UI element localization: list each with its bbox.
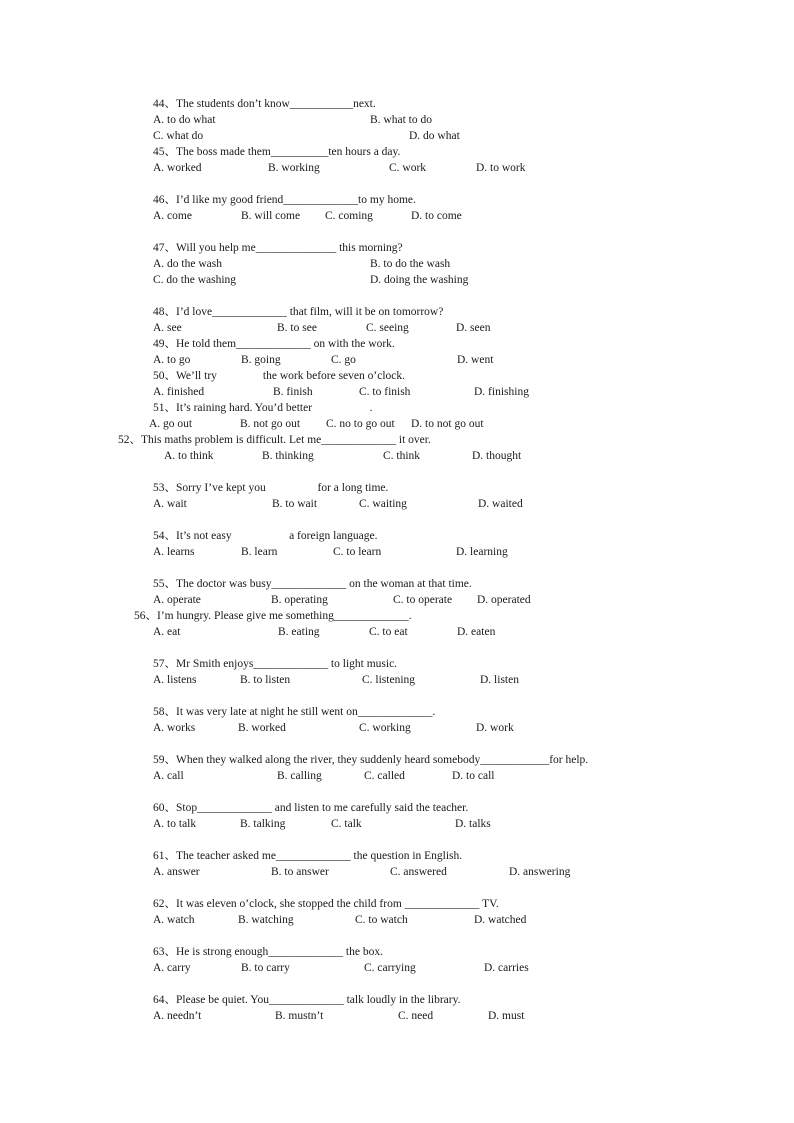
question-58-stem: 58、It was very late at night he still went on_____________. bbox=[153, 706, 436, 718]
question-61-option-a: A. answer bbox=[153, 866, 200, 878]
question-51-option-b: B. not go out bbox=[240, 418, 301, 430]
question-63-option-b: B. to carry bbox=[241, 962, 290, 974]
question-59-option-c: C. called bbox=[364, 770, 405, 782]
question-60-option-a: A. to talk bbox=[153, 818, 197, 830]
question-61-option-c: C. answered bbox=[390, 866, 447, 878]
question-48-option-a: A. see bbox=[153, 322, 182, 334]
question-56-stem: 56、I’m hungry. Please give me something_____________. bbox=[134, 610, 412, 622]
question-62-option-c: C. to watch bbox=[355, 914, 408, 926]
question-46-option-b: B. will come bbox=[241, 210, 301, 222]
question-57-stem: 57、Mr Smith enjoys_____________ to light music. bbox=[153, 658, 398, 670]
question-46-option-d: D. to come bbox=[411, 210, 462, 222]
question-47-stem: 47、Will you help me______________ this morning? bbox=[153, 242, 403, 254]
question-50-option-a: A. finished bbox=[153, 386, 205, 398]
question-64-option-b: B. mustn’t bbox=[275, 1010, 324, 1022]
question-64-option-a: A. needn’t bbox=[153, 1010, 202, 1022]
question-59-option-a: A. call bbox=[153, 770, 184, 782]
question-64-stem: 64、Please be quiet. You_____________ talk loudly in the library. bbox=[153, 994, 461, 1006]
question-49-option-c: C. go bbox=[331, 354, 356, 366]
question-50-stem: 50、We’ll try the work before seven o’clock. bbox=[153, 370, 406, 382]
question-54-option-d: D. learning bbox=[456, 546, 508, 558]
question-55-option-b: B. operating bbox=[271, 594, 328, 606]
question-53-option-d: D. waited bbox=[478, 498, 523, 510]
question-49-option-b: B. going bbox=[241, 354, 281, 366]
question-46-stem: 46、I’d like my good friend_____________to my home. bbox=[153, 194, 416, 206]
question-49-stem: 49、He told them_____________ on with the work. bbox=[153, 338, 395, 350]
question-57-option-d: D. listen bbox=[480, 674, 519, 686]
question-55-option-c: C. to operate bbox=[393, 594, 453, 606]
question-58-option-a: A. works bbox=[153, 722, 196, 734]
question-58-option-c: C. working bbox=[359, 722, 411, 734]
question-54-option-a: A. learns bbox=[153, 546, 195, 558]
question-48-option-d: D. seen bbox=[456, 322, 491, 334]
question-46-option-c: C. coming bbox=[325, 210, 373, 222]
question-54-stem: 54、It’s not easy a foreign language. bbox=[153, 530, 378, 542]
question-62-stem: 62、It was eleven o’clock, she stopped the child from _____________ TV. bbox=[153, 898, 499, 910]
question-54-option-c: C. to learn bbox=[333, 546, 382, 558]
question-62-option-d: D. watched bbox=[474, 914, 527, 926]
question-48-option-c: C. seeing bbox=[366, 322, 409, 334]
question-56-option-a: A. eat bbox=[153, 626, 181, 638]
question-61-option-d: D. answering bbox=[509, 866, 571, 878]
question-44-option-c: C. what do bbox=[153, 130, 204, 142]
question-53-option-c: C. waiting bbox=[359, 498, 407, 510]
question-45-option-b: B. working bbox=[268, 162, 320, 174]
question-55-stem: 55、The doctor was busy_____________ on the woman at that time. bbox=[153, 578, 472, 590]
question-60-option-d: D. talks bbox=[455, 818, 491, 830]
question-53-option-a: A. wait bbox=[153, 498, 187, 510]
question-62-option-b: B. watching bbox=[238, 914, 294, 926]
question-51-stem: 51、It’s raining hard. You’d better . bbox=[153, 402, 373, 414]
question-50-option-b: B. finish bbox=[273, 386, 313, 398]
question-45-option-c: C. work bbox=[389, 162, 427, 174]
question-51-option-d: D. to not go out bbox=[411, 418, 484, 430]
question-57-option-c: C. listening bbox=[362, 674, 416, 686]
question-44-stem: 44、The students don’t know___________next. bbox=[153, 98, 376, 110]
question-57-option-a: A. listens bbox=[153, 674, 197, 686]
question-47-option-b: B. to do the wash bbox=[370, 258, 451, 270]
question-56-option-c: C. to eat bbox=[369, 626, 408, 638]
question-56-option-d: D. eaten bbox=[457, 626, 496, 638]
question-52-option-c: C. think bbox=[383, 450, 421, 462]
question-59-option-d: D. to call bbox=[452, 770, 495, 782]
question-44-option-d: D. do what bbox=[409, 130, 460, 142]
question-62-option-a: A. watch bbox=[153, 914, 195, 926]
question-45-stem: 45、The boss made them__________ten hours a day. bbox=[153, 146, 401, 158]
question-63-stem: 63、He is strong enough_____________ the box. bbox=[153, 946, 383, 958]
question-50-option-c: C. to finish bbox=[359, 386, 411, 398]
question-49-option-d: D. went bbox=[457, 354, 494, 366]
question-58-option-d: D. work bbox=[476, 722, 514, 734]
question-54-option-b: B. learn bbox=[241, 546, 278, 558]
question-52-stem: 52、This maths problem is difficult. Let me_____________ it over. bbox=[118, 434, 431, 446]
question-50-option-d: D. finishing bbox=[474, 386, 529, 398]
question-59-option-b: B. calling bbox=[277, 770, 322, 782]
question-48-option-b: B. to see bbox=[277, 322, 317, 334]
question-58-option-b: B. worked bbox=[238, 722, 286, 734]
question-63-option-d: D. carries bbox=[484, 962, 529, 974]
question-55-option-a: A. operate bbox=[153, 594, 201, 606]
question-51-option-c: C. no to go out bbox=[326, 418, 395, 430]
question-55-option-d: D. operated bbox=[477, 594, 531, 606]
question-64-option-d: D. must bbox=[488, 1010, 525, 1022]
question-52-option-a: A. to think bbox=[164, 450, 214, 462]
question-63-option-a: A. carry bbox=[153, 962, 191, 974]
question-61-option-b: B. to answer bbox=[271, 866, 329, 878]
question-49-option-a: A. to go bbox=[153, 354, 191, 366]
question-53-option-b: B. to wait bbox=[272, 498, 318, 510]
question-61-stem: 61、The teacher asked me_____________ the question in English. bbox=[153, 850, 463, 862]
question-60-option-b: B. talking bbox=[240, 818, 286, 830]
question-47-option-a: A. do the wash bbox=[153, 258, 222, 270]
question-44-option-a: A. to do what bbox=[153, 114, 216, 126]
question-45-option-a: A. worked bbox=[153, 162, 202, 174]
question-64-option-c: C. need bbox=[398, 1010, 434, 1022]
question-56-option-b: B. eating bbox=[278, 626, 320, 638]
question-52-option-d: D. thought bbox=[472, 450, 522, 462]
question-63-option-c: C. carrying bbox=[364, 962, 416, 974]
question-59-stem: 59、When they walked along the river, they suddenly heard somebody____________for help. bbox=[153, 754, 589, 766]
question-47-option-c: C. do the washing bbox=[153, 274, 237, 286]
question-45-option-d: D. to work bbox=[476, 162, 526, 174]
question-48-stem: 48、I’d love_____________ that film, will it be on tomorrow? bbox=[153, 306, 444, 318]
question-60-option-c: C. talk bbox=[331, 818, 362, 830]
question-44-option-b: B. what to do bbox=[370, 114, 432, 126]
question-57-option-b: B. to listen bbox=[240, 674, 291, 686]
question-53-stem: 53、Sorry I’ve kept you for a long time. bbox=[153, 482, 389, 494]
question-51-option-a: A. go out bbox=[149, 418, 193, 430]
question-46-option-a: A. come bbox=[153, 210, 192, 222]
question-52-option-b: B. thinking bbox=[262, 450, 314, 462]
question-60-stem: 60、Stop_____________ and listen to me carefully said the teacher. bbox=[153, 802, 469, 814]
question-47-option-d: D. doing the washing bbox=[370, 274, 469, 286]
